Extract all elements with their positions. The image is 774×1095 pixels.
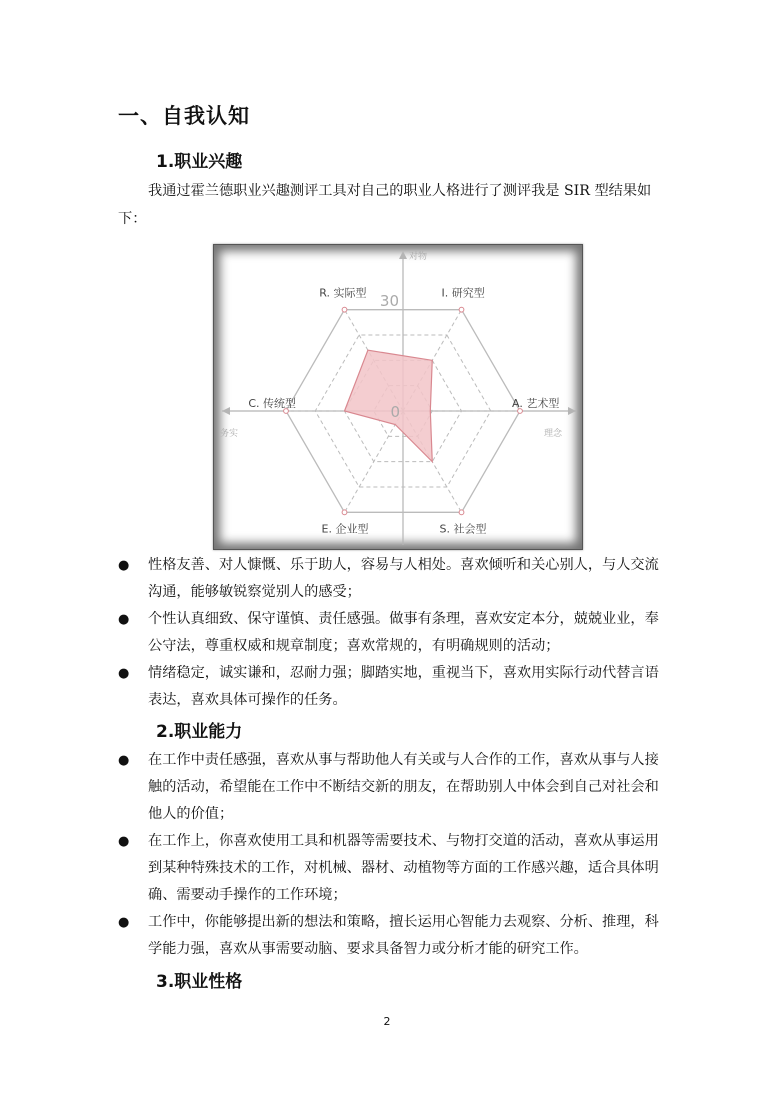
bullet-icon: ●: [118, 915, 130, 930]
axis-label: E. 企业型: [321, 522, 369, 536]
arrow-right-icon: [568, 407, 576, 415]
axis-label: C. 传统型: [248, 397, 296, 410]
list-item-text: 性格友善、对人慷慨、乐于助人，容易与人相处。喜欢倾听和关心别人，与人交流沟通，能够敏锐察觉别人的感受；: [148, 557, 659, 600]
bullet-icon: ●: [118, 666, 130, 681]
list-item-text: 在工作上，你喜欢使用工具和机器等需要技术、与物打交道的活动，喜欢从事运用到某种特殊技术的工作，对机械、器材、动植物等方面的工作感兴趣，适合具体明确、需要动手操作的工作环境；: [148, 833, 659, 903]
axis-label: I. 研究型: [441, 286, 485, 300]
list-item: [118, 828, 663, 909]
list-item: [118, 909, 663, 963]
bullet-icon: ●: [118, 753, 130, 768]
interest-bullet-list: [118, 552, 663, 714]
axis-label: R. 实际型: [319, 286, 367, 300]
section-title-personality: 3.职业性格: [156, 972, 243, 992]
list-item-text: 个性认真细致、保守谨慎、责任感强。做事有条理，喜欢安定本分，兢兢业业，奉公守法，尊重权威和规章制度；喜欢常规的，有明确规则的活动；: [148, 611, 659, 654]
section-title-ability: 2.职业能力: [156, 722, 243, 742]
page-number: 2: [383, 1015, 391, 1028]
bullet-icon: ●: [118, 834, 130, 849]
vertex-marker: [342, 307, 347, 312]
quadrant-label-top: 对物: [409, 252, 428, 262]
list-item: [118, 606, 663, 660]
bullet-icon: ●: [118, 558, 130, 573]
tick-label: 30: [379, 292, 399, 310]
quadrant-label-right: 理念: [543, 429, 562, 439]
quadrant-label-left: 务实: [220, 429, 239, 439]
holland-radar-chart: [213, 244, 583, 550]
vertex-marker: [459, 510, 464, 515]
list-item: [118, 747, 663, 828]
tick-label: 0: [390, 403, 400, 421]
list-item: [118, 552, 663, 606]
list-item-text: 在工作中责任感强，喜欢从事与帮助他人有关或与人合作的工作，喜欢从事与人接触的活动，希望能在工作中不断结交新的朋友，在帮助别人中体会到自己对社会和他人的价值；: [148, 752, 659, 822]
list-item: [118, 660, 663, 714]
vertex-marker: [342, 510, 347, 515]
section-title-interest: 1.职业兴趣: [156, 152, 243, 172]
bullet-icon: ●: [118, 612, 130, 627]
axis-label: A. 艺术型: [512, 397, 560, 410]
intro-paragraph: 我通过霍兰德职业兴趣测评工具对自己的职业人格进行了测评我是 SIR 型结果如下：: [118, 183, 652, 227]
page-heading: 一、自我认知: [118, 104, 250, 128]
axis-label: S. 社会型: [439, 522, 487, 536]
arrow-left-icon: [222, 407, 230, 415]
vertex-marker: [459, 307, 464, 312]
data-series-area: [345, 350, 433, 461]
list-item-text: 工作中，你能够提出新的想法和策略，擅长运用心智能力去观察、分析、推理，科学能力强，喜欢从事需要动脑、要求具备智力或分析才能的研究工作。: [148, 914, 659, 957]
ability-bullet-list: [118, 747, 663, 963]
arrow-up-icon: [399, 251, 407, 259]
list-item-text: 情绪稳定，诚实谦和，忍耐力强；脚踏实地，重视当下，喜欢用实际行动代替言语表达，喜欢具体可操作的任务。: [148, 665, 659, 708]
radar-svg: [214, 245, 584, 551]
